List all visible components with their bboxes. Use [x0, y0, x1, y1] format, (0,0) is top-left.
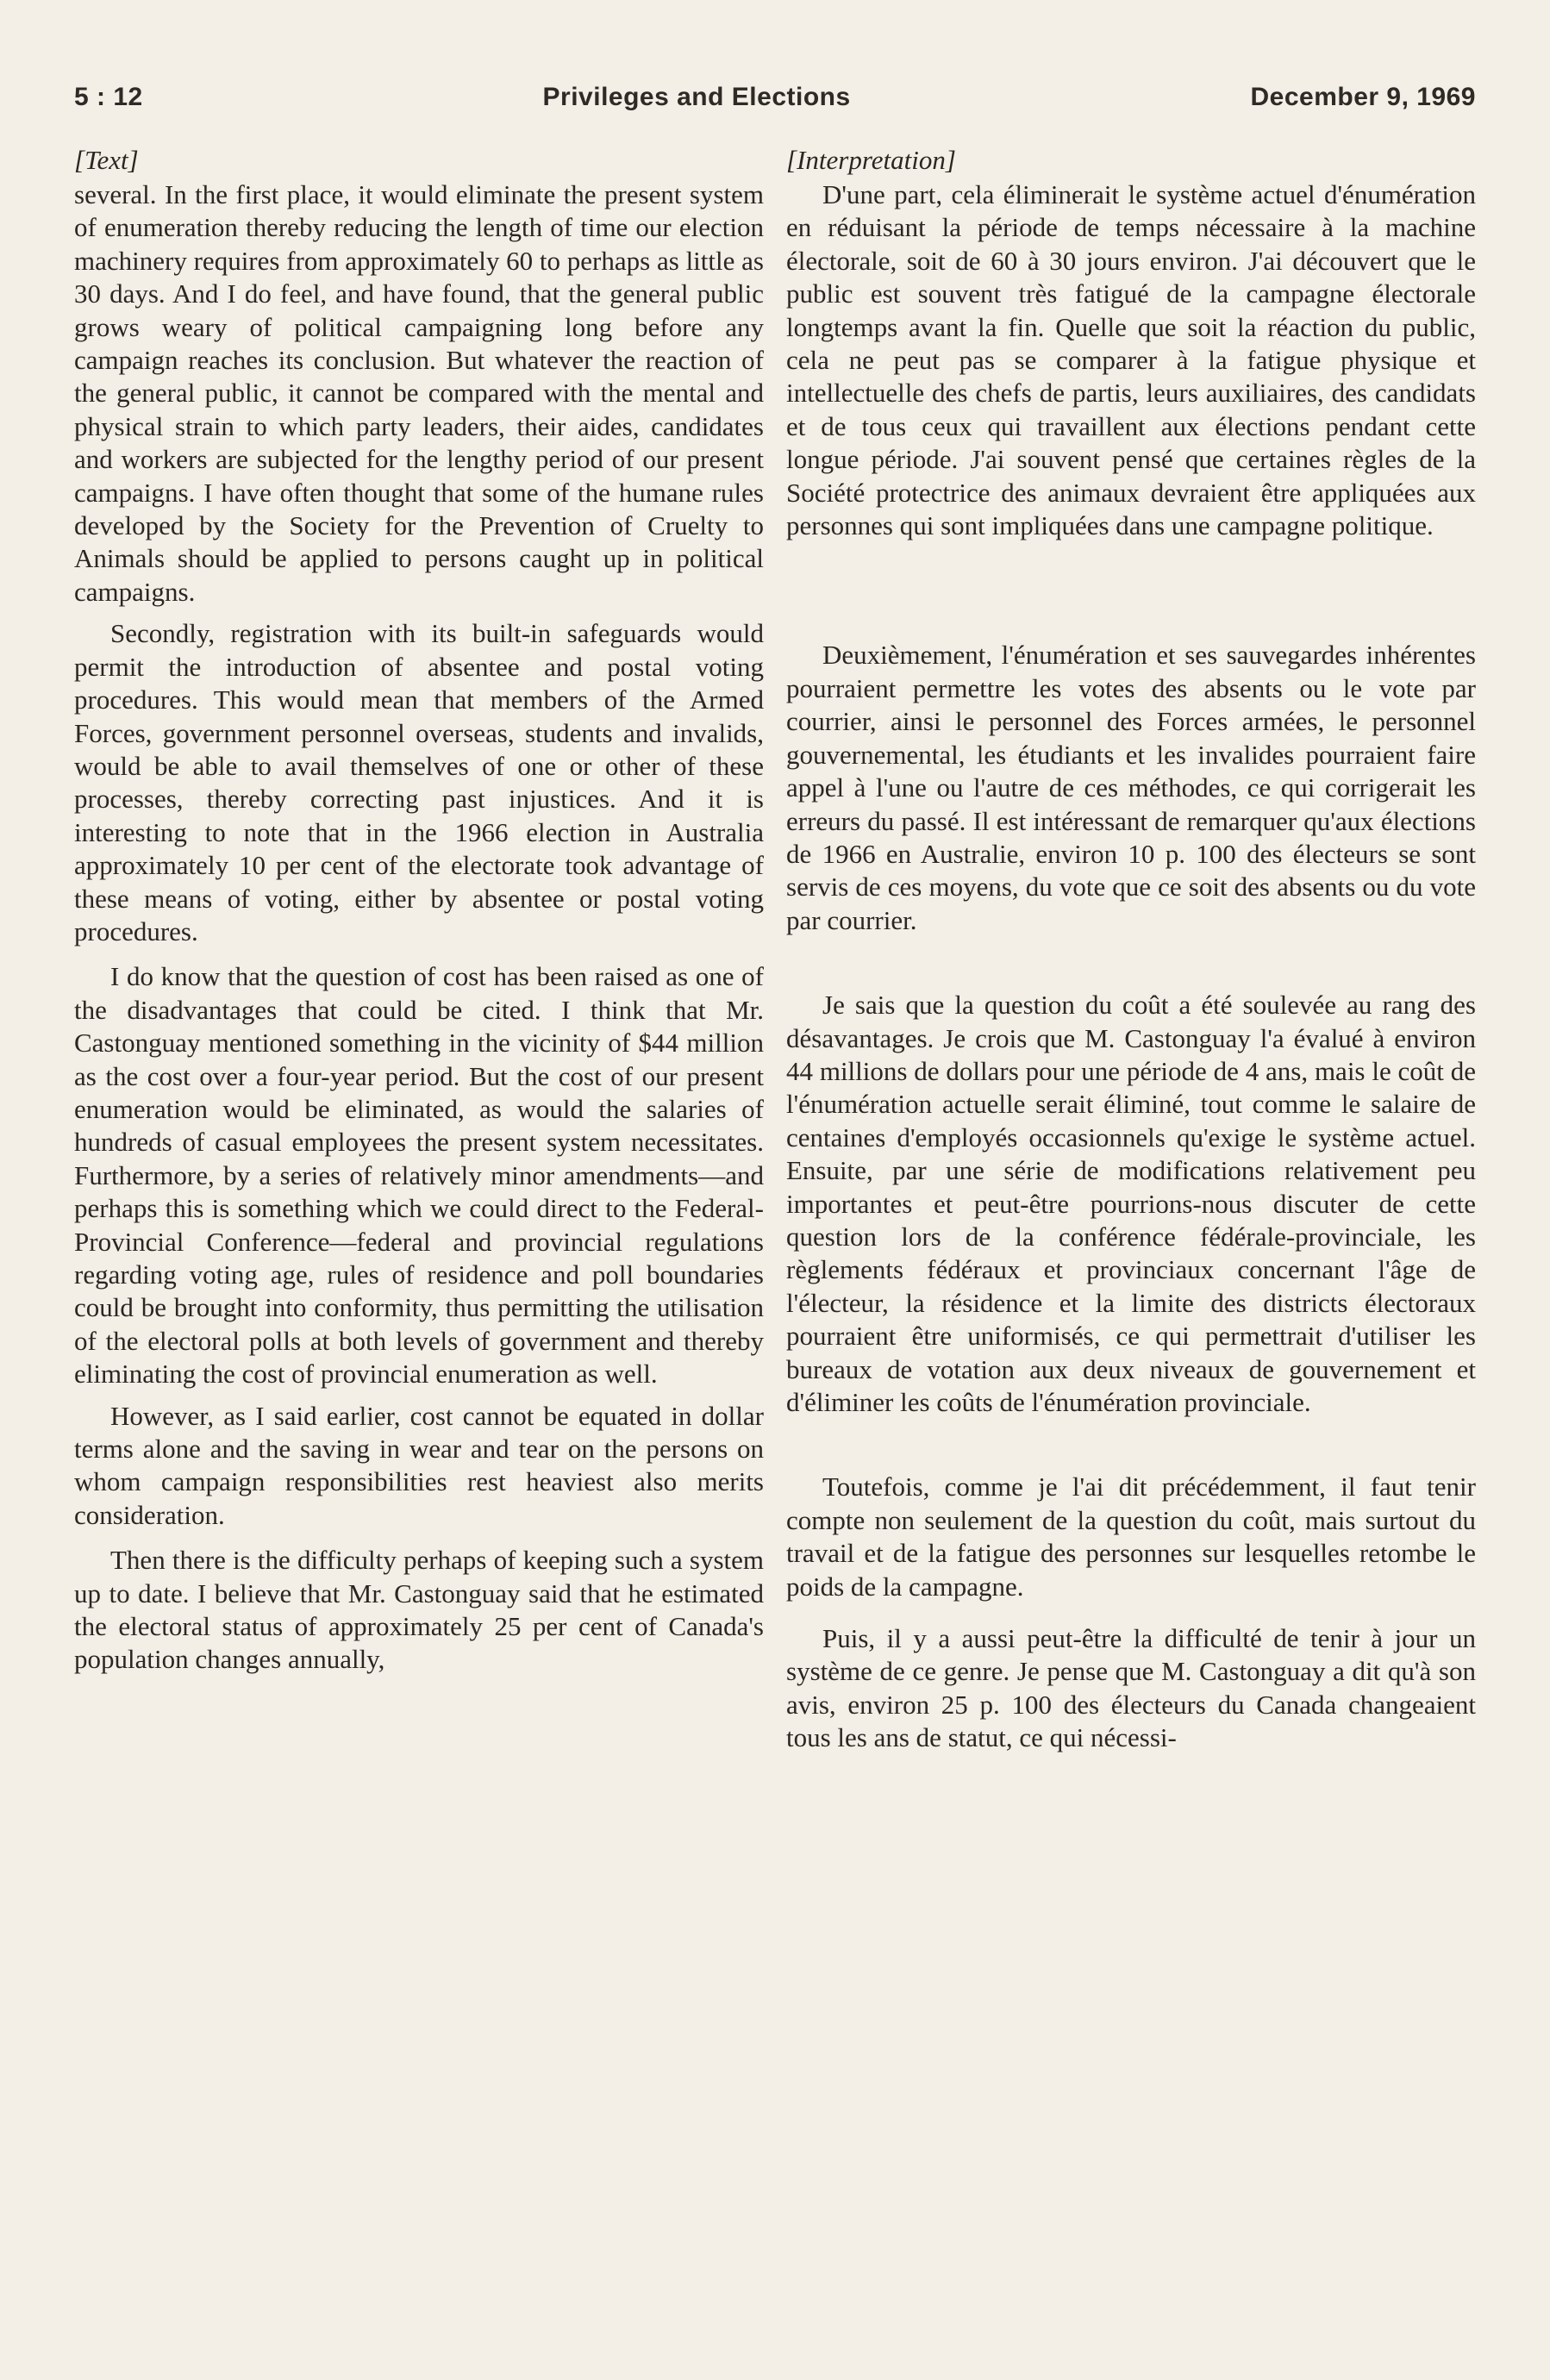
english-column — [74, 143, 764, 1755]
english-paragraph-4: However, as I said earlier, cost cannot be equated in dollar terms alone and the saving in wear and tear on the persons on whom campaign responsibilities rest heaviest also merits consideration. — [74, 1400, 764, 1530]
french-paragraph-2: Deuxièmement, l'énumération et ses sauvegardes inhérentes pourraient permettre les votes des absents ou le vote par courrier, ainsi le personnel des Forces armées, le personnel gouvernemental, les étudiants et les invalides pourraient faire appel à l'une ou l'autre de ces méthodes, ce qui corrigerait les erreurs du passé. Il est intéressant de remarquer qu'aux élections de 1966 en Australie, environ 10 p. 100 des électeurs se sont servis de ces moyens, du vote que ce soit des absents ou du vote par courrier. — [786, 640, 1476, 935]
english-paragraph-2: Secondly, registration with its built-in safeguards would permit the introduction of absentee and postal voting procedures. This would mean that members of the Armed Forces, government personnel overseas, students and invalids, would be able to avail themselves of one or other of these processes, thereby correcting past injustices. And it is interesting to note that in the 1966 election in Australia approximately 10 per cent of the electorate took advantage of these means of voting, either by absentee or postal voting procedures. — [74, 618, 764, 946]
french-column-label: [Interpretation] — [786, 145, 956, 175]
publication-title: Privileges and Elections — [542, 83, 851, 111]
french-paragraph-3: Je sais que la question du coût a été soulevée au rang des désavantages. Je crois que M. Castonguay l'a évalué à environ 44 millions de dollars pour une période de 4 ans, mais le coût de l'énumération actuelle serait éliminé, tout comme le salaire de centaines d'employés occasionnels qu'exige le système actuel. Ensuite, par une série de modifications relativement peu importantes et peut-être pourrions-nous discuter de cette question lors de la conférence fédérale-provinciale, les règlements fédéraux et provinciaux concernant l'âge de l'électeur, la résidence et la limite des districts électoraux pourraient être uniformisés, ce qui permettrait d'utiliser les bureaux de votation aux deux niveaux de gouvernement et d'éliminer les coûts de l'énumération provinciale. — [786, 990, 1476, 1417]
english-column-label: [Text] — [74, 145, 139, 175]
french-paragraph-5: Puis, il y a aussi peut-être la difficulté de tenir à jour un système de ce genre. Je pense que M. Castonguay a dit qu'à son avis, environ 25 p. 100 des électeurs du Canada changeaient tous les ans de statut, ce qui nécessi- — [786, 1623, 1476, 1753]
english-paragraph-1: several. In the first place, it would eliminate the present system of enumeration thereby reducing the length of time our election machinery requires from approximately 60 to perhaps as little as 30 days. And I do feel, and have found, that the general public grows weary of political campaigning long before any campaign reaches its conclusion. But whatever the reaction of the general public, it cannot be compared with the mental and physical strain to which party leaders, their aides, candidates and workers are subjected for the lengthy period of our present campaigns. I have often thought that some of the humane rules developed by the Society for the Prevention of Cruelty to Animals should be applied to persons caught up in political campaigns. — [74, 179, 764, 607]
french-column — [786, 143, 1476, 1755]
french-paragraph-1: D'une part, cela éliminerait le système actuel d'énumération en réduisant la période de temps nécessaire à la machine électorale, soit de 60 à 30 jours environ. J'ai découvert que le public est souvent très fatigué de la campagne électorale longtemps avant la fin. Quelle que soit la réaction du public, cela ne peut pas se comparer à la fatigue physique et intellectuelle des chefs de partis, leurs auxiliaires, des candidats et de tous ceux qui travaillent aux élections pendant cette longue période. J'ai souvent pensé que certaines règles de la Société protectrice des animaux devraient être appliquées aux personnes qui sont impliquées dans une campagne politique. — [786, 179, 1476, 541]
running-header — [74, 83, 1476, 112]
english-paragraph-5: Then there is the difficulty perhaps of keeping such a system up to date. I believe that Mr. Castonguay said that he estimated the electoral status of approximately 25 per cent of Canada's population changes annually, — [74, 1545, 764, 1675]
french-paragraph-4: Toutefois, comme je l'ai dit précédemment, il faut tenir compte non seulement de la question du coût, mais surtout du travail et de la fatigue des personnes sur lesquelles retombe le poids de la campagne. — [786, 1471, 1476, 1602]
english-paragraph-3: I do know that the question of cost has been raised as one of the disadvantages that could be cited. I think that Mr. Castonguay mentioned something in the vicinity of $44 million as the cost over a four-year period. But the cost of our present enumeration would be eliminated, as would the salaries of hundreds of casual employees the present system necessitates. Furthermore, by a series of relatively minor amendments—and perhaps this is something which we could direct to the Federal-Provincial Conference—federal and provincial regulations regarding voting age, rules of residence and poll boundaries could be brought into conformity, thus permitting the utilisation of the electoral polls at both levels of government and thereby eliminating the cost of provincial enumeration as well. — [74, 961, 764, 1390]
page-number: 5 : 12 — [74, 83, 143, 111]
two-column-body — [74, 143, 1476, 1755]
issue-date: December 9, 1969 — [1250, 83, 1476, 111]
